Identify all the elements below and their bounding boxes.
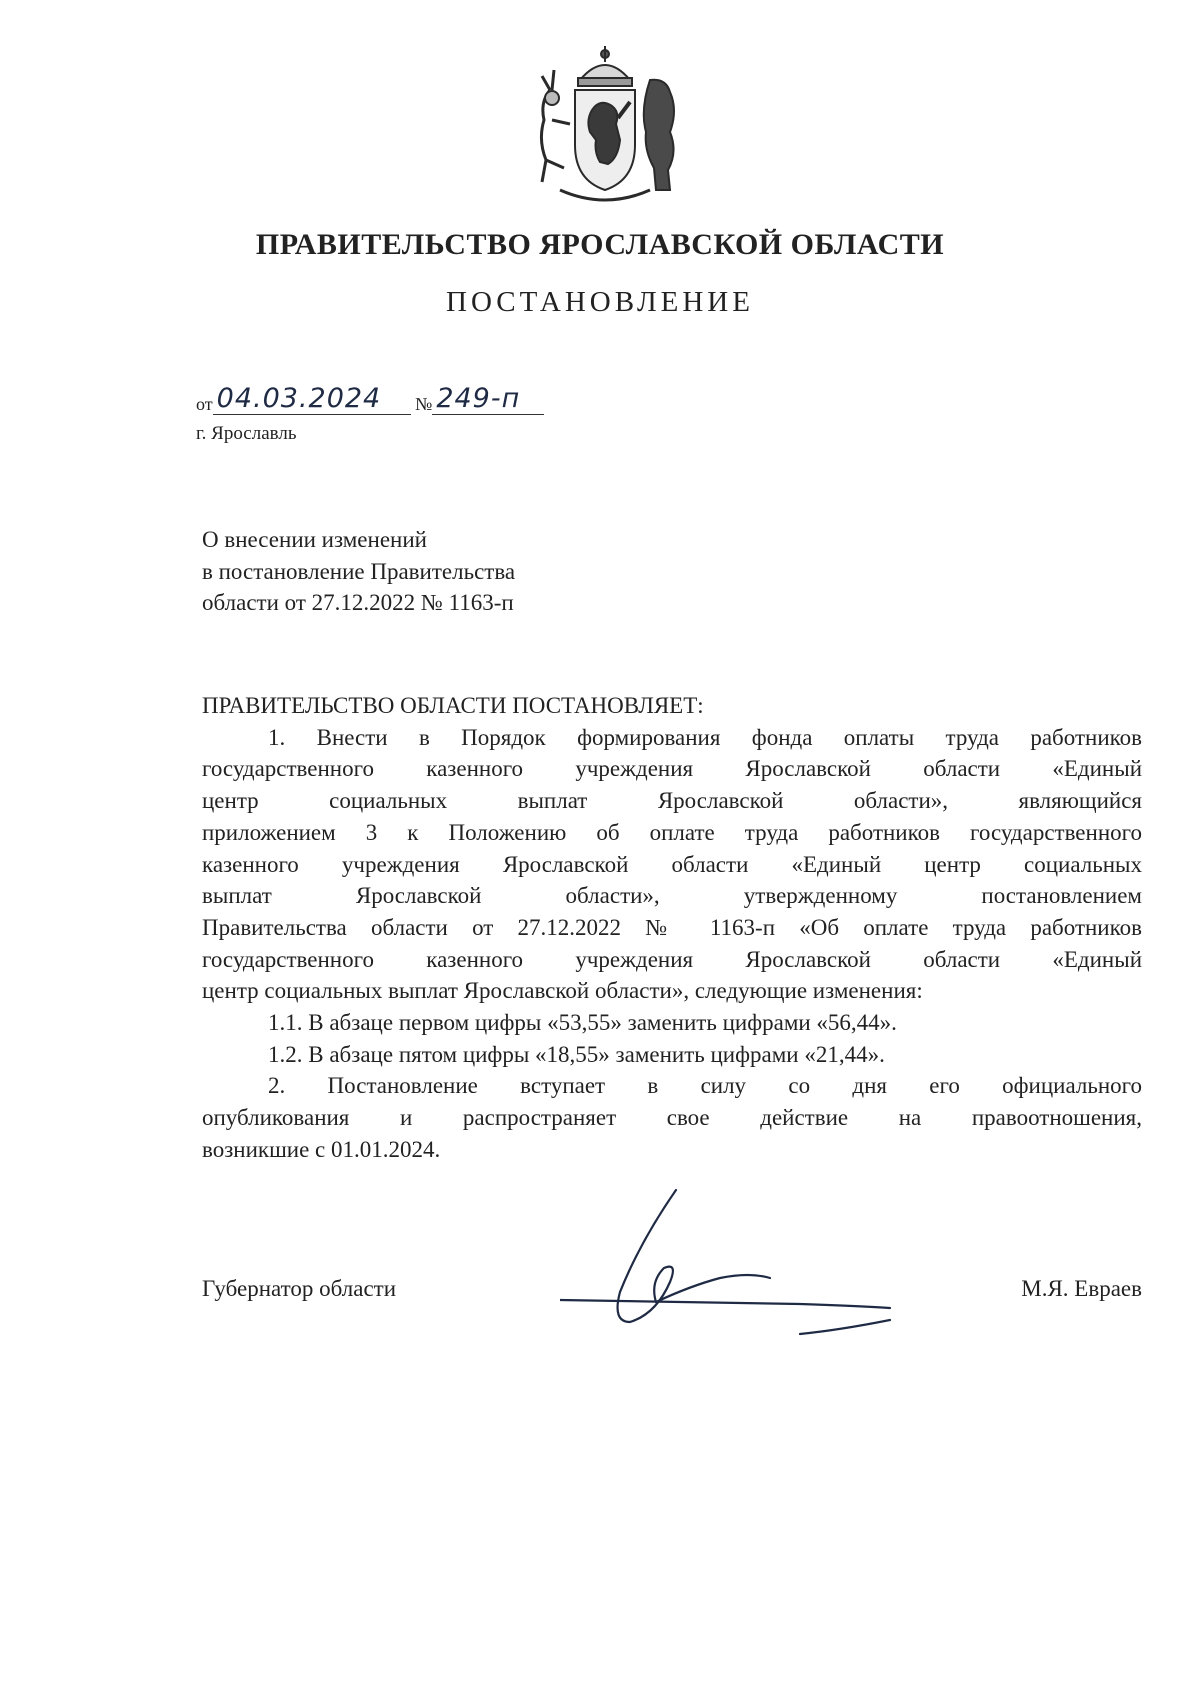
city-label: г. Ярославль [196, 423, 297, 444]
document-type-title: ПОСТАНОВЛЕНИЕ [446, 286, 754, 318]
number-prefix: № [415, 394, 433, 414]
item-1-line: выплат Ярославской области», утвержденному постановлением [202, 883, 1142, 909]
item-1-line: приложением 3 к Положению об оплате труда работников государственного [202, 819, 1142, 845]
registration-line [196, 384, 544, 415]
date-prefix: от [196, 394, 213, 414]
item-1-2: 1.2. В абзаце пятом цифры «18,55» заменить цифрами «21,44». [268, 1041, 885, 1067]
subject-line: в постановление Правительства [202, 558, 516, 584]
signatory-role: Губернатор области [202, 1276, 397, 1301]
preamble: ПРАВИТЕЛЬСТВО ОБЛАСТИ ПОСТАНОВЛЯЕТ: [202, 693, 704, 718]
document-date: 04.03.2024 [213, 384, 411, 415]
document-subject [202, 524, 515, 619]
item-1-line: 1. Внести в Порядок формирования фонда оплаты труда работников [268, 724, 1142, 750]
item-2-line: возникшие с 01.01.2024. [202, 1136, 441, 1162]
handwritten-signature [560, 1182, 930, 1352]
yaroslavl-oblast-coat-of-arms-icon [520, 40, 690, 205]
subject-line: области от 27.12.2022 № 1163-п [202, 590, 514, 615]
government-title: ПРАВИТЕЛЬСТВО ЯРОСЛАВСКОЙ ОБЛАСТИ [255, 228, 945, 261]
item-2-line: опубликования и распространяет свое действие на правоотношения, [202, 1105, 1142, 1131]
item-1-line: центр социальных выплат Ярославской области», являющийся [202, 788, 1142, 814]
item-1-line: государственного казенного учреждения Ярославской области «Единый [202, 756, 1142, 782]
document-number: 249-п [432, 384, 544, 415]
item-1-line: центр социальных выплат Ярославской области», следующие изменения: [202, 978, 923, 1004]
item-1-line: государственного казенного учреждения Ярославской области «Единый [202, 946, 1142, 972]
item-2-line: 2. Постановление вступает в силу со дня его официального [268, 1073, 1142, 1099]
item-1-line: Правительства области от 27.12.2022 № 1163-п «Об оплате труда работников [202, 914, 1142, 940]
subject-line: О внесении изменений [202, 527, 427, 552]
item-1-1: 1.1. В абзаце первом цифры «53,55» заменить цифрами «56,44». [268, 1010, 897, 1036]
item-1-line: казенного учреждения Ярославской области «Единый центр социальных [202, 851, 1142, 877]
document-body [202, 690, 1142, 1166]
signatory-name: М.Я. Евраев [1021, 1276, 1142, 1301]
